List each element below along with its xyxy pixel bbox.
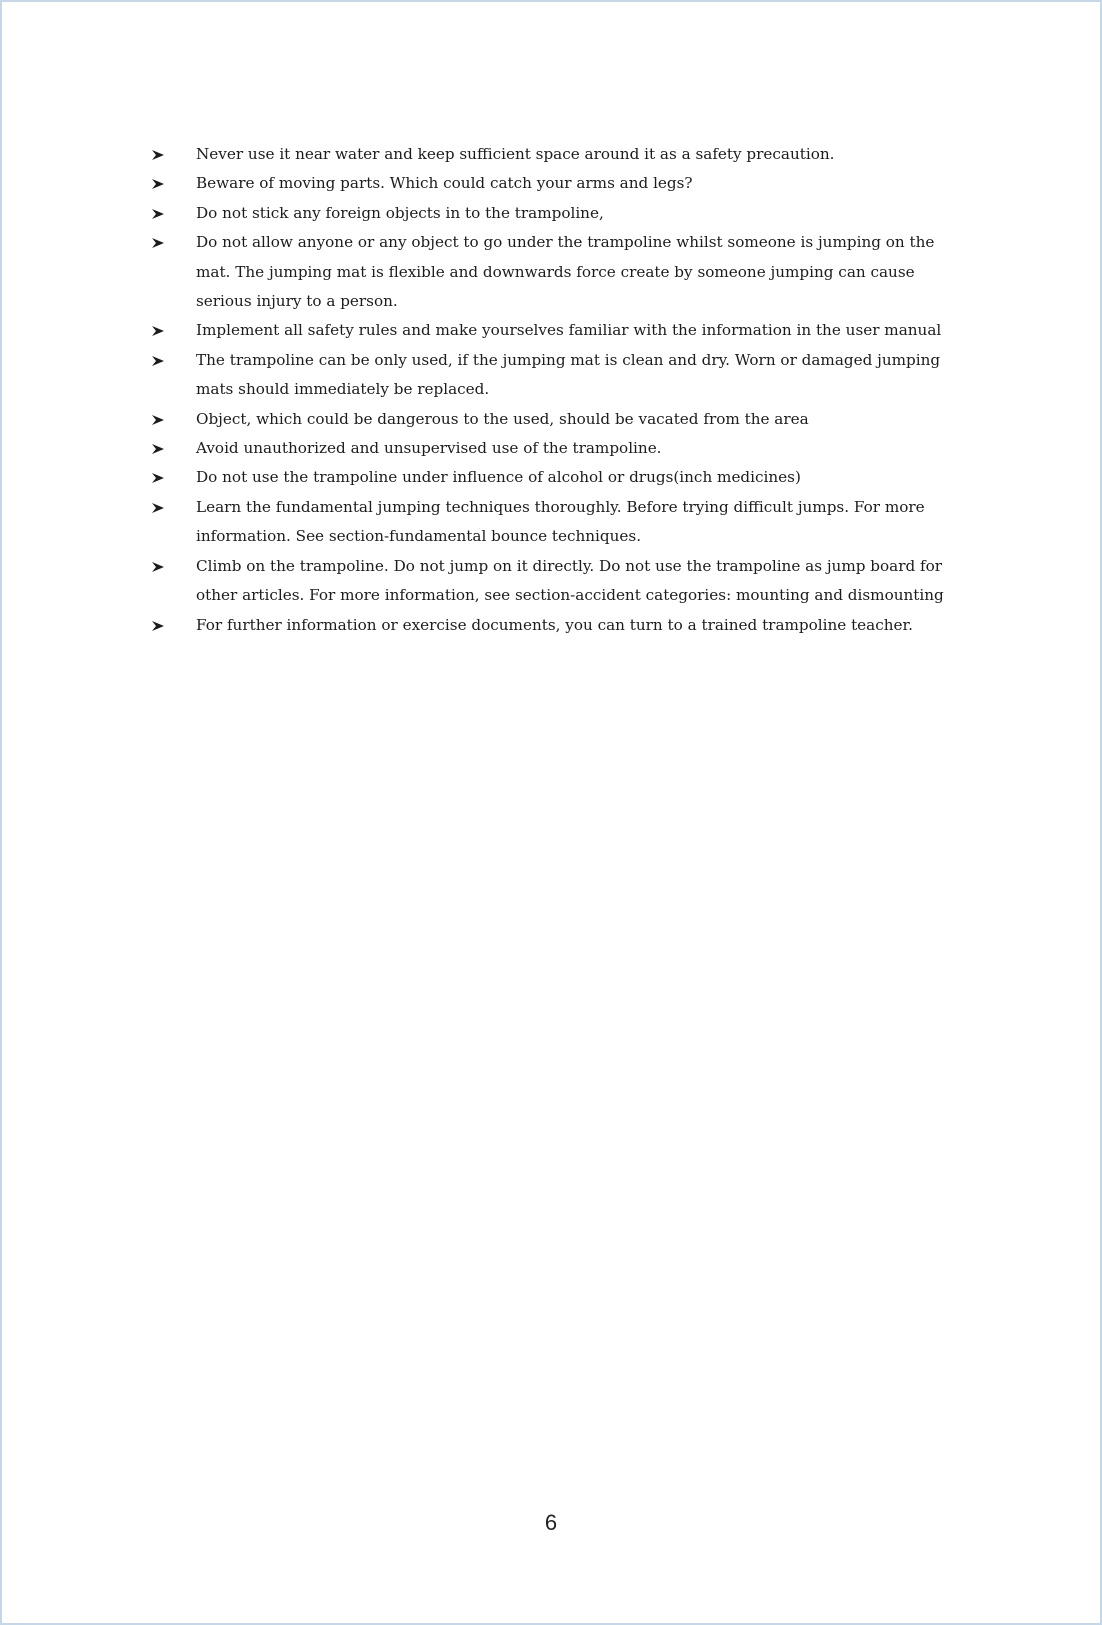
list-item-text: For further information or exercise documents, you can turn to a trained trampoline teacher.	[196, 615, 913, 634]
arrowhead-bullet-icon	[152, 621, 164, 631]
list-item	[152, 493, 962, 552]
list-item	[152, 140, 962, 169]
arrowhead-bullet-icon	[152, 150, 164, 160]
list-item	[152, 434, 962, 463]
list-item-text: Object, which could be dangerous to the used, should be vacated from the area	[196, 409, 809, 428]
arrowhead-bullet-icon	[152, 415, 164, 425]
list-item	[152, 316, 962, 345]
list-item	[152, 199, 962, 228]
list-item-text: Implement all safety rules and make yourselves familiar with the information in the user manual	[196, 321, 942, 340]
arrowhead-bullet-icon	[152, 326, 164, 336]
list-item	[152, 552, 962, 611]
arrowhead-bullet-icon	[152, 444, 164, 454]
list-item-text: Do not use the trampoline under influence of alcohol or drugs(inch medicines)	[196, 468, 801, 487]
safety-bullet-list	[152, 140, 962, 640]
list-item	[152, 228, 962, 316]
arrowhead-bullet-icon	[152, 473, 164, 483]
list-item	[152, 611, 962, 640]
page-number: 6	[544, 1510, 558, 1535]
list-item-text: Do not stick any foreign objects in to the trampoline,	[196, 203, 604, 222]
arrowhead-bullet-icon	[152, 179, 164, 189]
list-item	[152, 463, 962, 492]
list-item-text: The trampoline can be only used, if the jumping mat is clean and dry. Worn or damaged jumping mats should immediately be replaced.	[196, 350, 941, 399]
arrowhead-bullet-icon	[152, 503, 164, 513]
arrowhead-bullet-icon	[152, 356, 164, 366]
arrowhead-bullet-icon	[152, 238, 164, 248]
list-item-text: Beware of moving parts. Which could catch your arms and legs?	[196, 174, 693, 193]
list-item	[152, 346, 962, 405]
arrowhead-bullet-icon	[152, 562, 164, 572]
list-item-text: Learn the fundamental jumping techniques thoroughly. Before trying difficult jumps. For more information. See section-fundamental bounce techniques.	[196, 497, 925, 546]
list-item-text: Never use it near water and keep sufficient space around it as a safety precaution.	[196, 145, 835, 163]
list-item	[152, 169, 962, 198]
list-item-text: Climb on the trampoline. Do not jump on it directly. Do not use the trampoline as jump board for other articles. For more information, see section-accident categories: mounting and dismounting	[196, 556, 944, 605]
list-item-text: Avoid unauthorized and unsupervised use of the trampoline.	[196, 439, 662, 458]
arrowhead-bullet-icon	[152, 209, 164, 219]
list-item	[152, 405, 962, 434]
list-item-text: Do not allow anyone or any object to go under the trampoline whilst someone is jumping on the mat. The jumping mat is flexible and downwards force create by someone jumping can cause serious injury to a person.	[196, 233, 935, 311]
